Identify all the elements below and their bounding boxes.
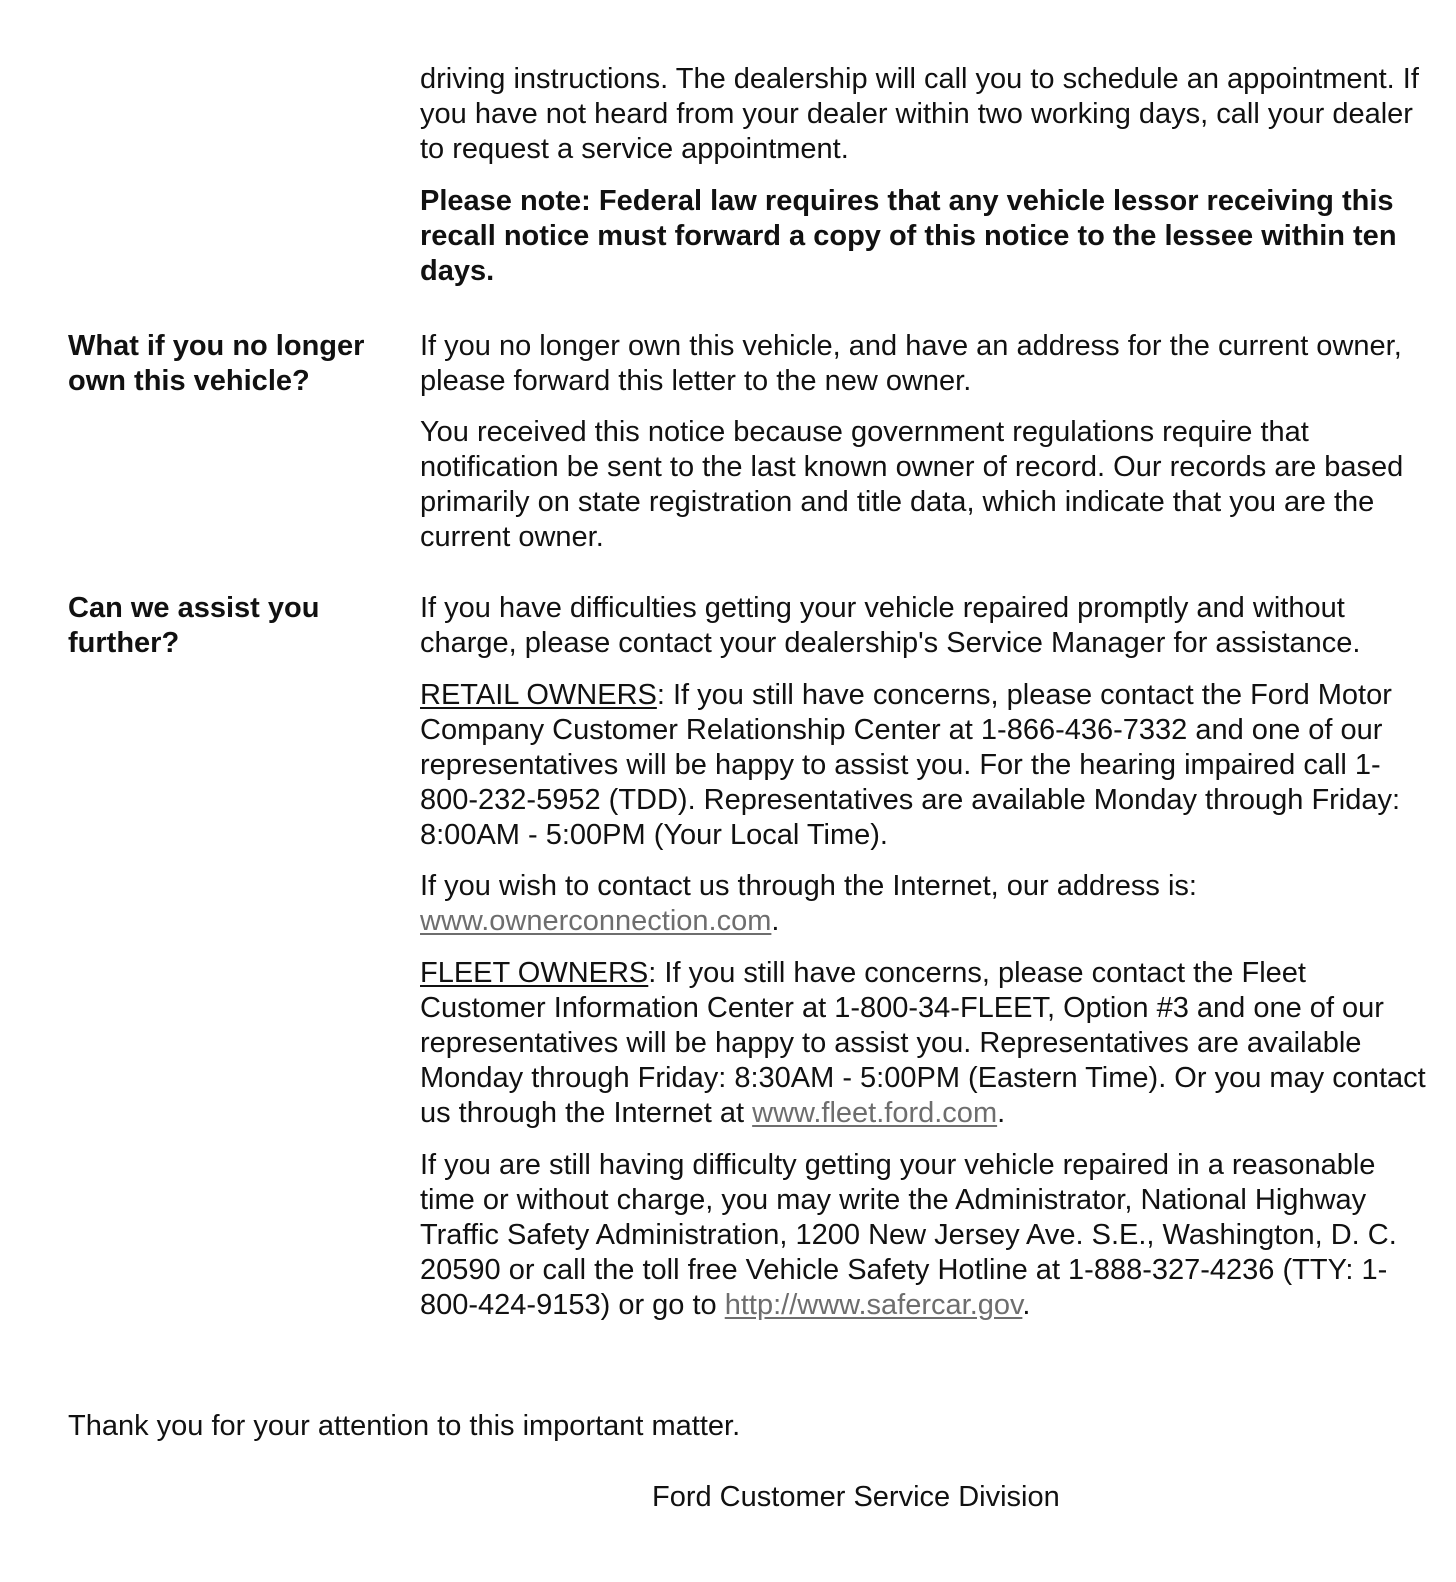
nhtsa-text: If you are still having difficulty getting your vehicle repaired in a reasonable time or without charge, you may write the Administrator, National Highway Traffic Safety Administration, 1200 New Jersey Ave. S.E., Washington, D. C. 20590 or call the toll free Vehicle Safety Hotline at 1-888-327-4236 (TTY: 1-800-424-9153) or go to <box>420 1149 1397 1321</box>
safercar-link[interactable]: http://www.safercar.gov <box>724 1289 1023 1321</box>
dealer-assist-paragraph: If you have difficulties getting your vehicle repaired promptly and without charge, please contact your dealership's Service Manager for assistance. <box>420 592 1361 659</box>
intro-paragraph: driving instructions. The dealership will call you to schedule an appointment. If you have not heard from your dealer within two working days, call your dealer to request a service appointment. <box>420 63 1419 165</box>
fleet-owners-label: FLEET OWNERS <box>420 957 649 989</box>
internet-paragraph <box>420 869 1430 939</box>
thank-you-line: Thank you for your attention to this important matter. <box>68 1410 741 1442</box>
retail-owners-text: : If you still have concerns, please contact the Ford Motor Company Customer Relationship Center at 1-866-436-7332 and one of our representatives will be happy to assist you. For the hearing impaired call 1-800-232-5952 (TDD). Representatives are available Monday through Friday: 8:00AM - 5:00PM (Your Local Time). <box>420 679 1401 851</box>
fleet-ford-link[interactable]: www.fleet.ford.com <box>752 1097 998 1129</box>
no-longer-own-heading: What if you no longer own this vehicle? <box>68 330 365 397</box>
internet-text: If you wish to contact us through the Internet, our address is: <box>420 870 1197 902</box>
internet-end: . <box>771 905 780 937</box>
retail-owners-paragraph <box>420 678 1430 853</box>
ownerconnection-link[interactable]: www.ownerconnection.com <box>420 905 772 937</box>
nhtsa-end: . <box>1022 1289 1031 1321</box>
retail-owners-label: RETAIL OWNERS <box>420 679 657 711</box>
notice-reason-paragraph: You received this notice because government regulations require that notification be sent to the last known owner of record. Our records are based primarily on state registration and title data, which indicate that you are the current owner. <box>420 416 1404 553</box>
signature-line: Ford Customer Service Division <box>652 1481 1060 1513</box>
fleet-owners-paragraph <box>420 956 1430 1131</box>
nhtsa-paragraph <box>420 1148 1430 1323</box>
fleet-end: . <box>997 1097 1006 1129</box>
lessor-note: Please note: Federal law requires that any vehicle lessor receiving this recall notice must forward a copy of this notice to the lessee within ten days. <box>420 185 1397 287</box>
assist-heading: Can we assist you further? <box>68 592 320 659</box>
fleet-owners-text: : If you still have concerns, please contact the Fleet Customer Information Center at 1-800-34-FLEET, Option #3 and one of our representatives will be happy to assist you. Representatives are available Monday through Friday: 8:30AM - 5:00PM (Eastern Time). Or you may contact us through the Internet at <box>420 957 1426 1129</box>
forward-letter-paragraph: If you no longer own this vehicle, and have an address for the current owner, please forward this letter to the new owner. <box>420 330 1402 397</box>
